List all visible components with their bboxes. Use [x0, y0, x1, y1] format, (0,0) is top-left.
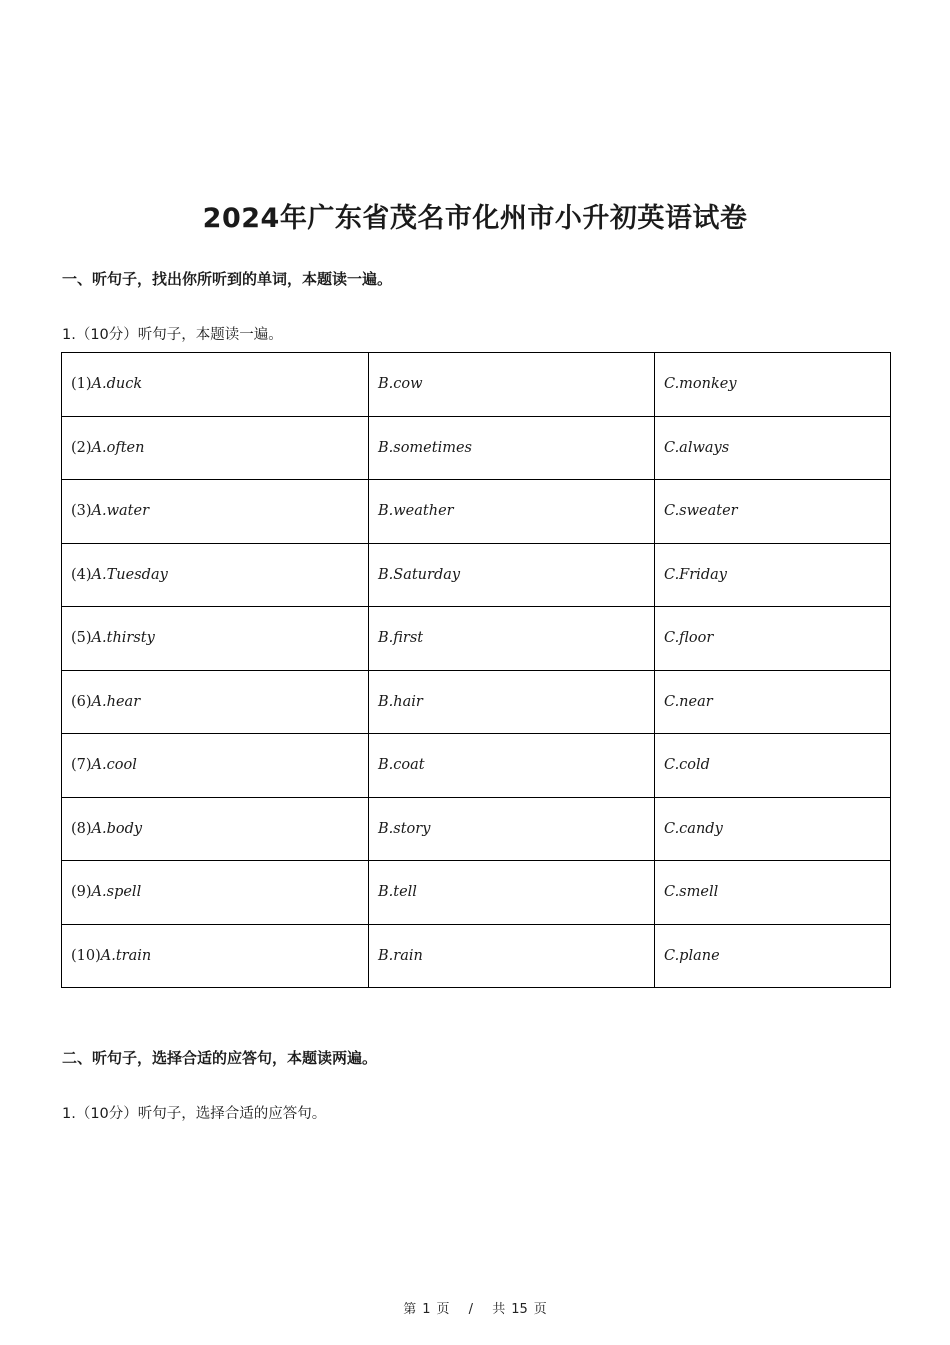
page-footer	[0, 1298, 950, 1317]
item-number: (5)	[71, 630, 92, 647]
option-a-cell	[62, 353, 369, 417]
option-b: B.Saturday	[369, 543, 655, 607]
table-row	[62, 797, 891, 861]
footer-current-page: 1	[422, 1302, 431, 1317]
footer-total-pages: 15	[511, 1302, 528, 1317]
section-2-heading: 二、听句子，选择合适的应答句，本题读两遍。	[62, 1049, 378, 1067]
table-row	[62, 353, 891, 417]
option-b: B.tell	[369, 861, 655, 925]
option-c: C.cold	[655, 734, 891, 798]
option-a-cell	[62, 861, 369, 925]
option-c: C.Friday	[655, 543, 891, 607]
option-c: C.always	[655, 416, 891, 480]
table-row	[62, 416, 891, 480]
option-c: C.near	[655, 670, 891, 734]
footer-total-label: 共	[492, 1302, 506, 1317]
table-row	[62, 734, 891, 798]
item-number: (7)	[71, 757, 92, 774]
table-row	[62, 670, 891, 734]
option-c: C.smell	[655, 861, 891, 925]
option-a: A.body	[91, 820, 143, 837]
option-a-cell	[62, 797, 369, 861]
option-c: C.floor	[655, 607, 891, 671]
option-b: B.cow	[369, 353, 655, 417]
item-number: (6)	[71, 693, 92, 710]
table-row	[62, 924, 891, 988]
item-number: (9)	[71, 884, 92, 901]
option-b: B.story	[369, 797, 655, 861]
option-c: C.sweater	[655, 480, 891, 544]
section-1-heading: 一、听句子，找出你所听到的单词，本题读一遍。	[62, 270, 393, 288]
option-a-cell	[62, 924, 369, 988]
option-a: A.duck	[91, 376, 143, 393]
option-b: B.coat	[369, 734, 655, 798]
item-number: (8)	[71, 820, 92, 837]
listening-options-table	[61, 352, 891, 988]
table-row	[62, 861, 891, 925]
page-title: 2024年广东省茂名市化州市小升初英语试卷	[202, 203, 748, 234]
option-c: C.candy	[655, 797, 891, 861]
option-c: C.monkey	[655, 353, 891, 417]
option-b: B.hair	[369, 670, 655, 734]
option-a: A.train	[100, 947, 152, 964]
option-a: A.thirsty	[91, 630, 155, 647]
item-number: (10)	[71, 947, 101, 964]
option-a: A.often	[91, 439, 145, 456]
footer-separator: /	[468, 1302, 474, 1317]
option-b: B.first	[369, 607, 655, 671]
section-1-question: 1.（10分）听句子，本题读一遍。	[62, 327, 283, 343]
option-a: A.Tuesday	[91, 566, 168, 583]
item-number: (3)	[71, 503, 92, 520]
footer-current-label: 第	[403, 1302, 417, 1317]
option-a: A.water	[91, 503, 150, 520]
table-row	[62, 480, 891, 544]
option-b: B.weather	[369, 480, 655, 544]
item-number: (2)	[71, 439, 92, 456]
option-b: B.rain	[369, 924, 655, 988]
option-b: B.sometimes	[369, 416, 655, 480]
option-a-cell	[62, 607, 369, 671]
option-c: C.plane	[655, 924, 891, 988]
option-a: A.hear	[91, 693, 141, 710]
option-a-cell	[62, 670, 369, 734]
table-row	[62, 607, 891, 671]
footer-total-unit: 页	[533, 1302, 547, 1317]
footer-page-unit: 页	[436, 1302, 450, 1317]
item-number: (4)	[71, 566, 92, 583]
option-a: A.spell	[91, 884, 142, 901]
section-2-question: 1.（10分）听句子，选择合适的应答句。	[62, 1106, 327, 1122]
option-a: A.cool	[91, 757, 137, 774]
option-a-cell	[62, 543, 369, 607]
item-number: (1)	[71, 376, 92, 393]
option-a-cell	[62, 480, 369, 544]
option-a-cell	[62, 416, 369, 480]
table-row	[62, 543, 891, 607]
option-a-cell	[62, 734, 369, 798]
